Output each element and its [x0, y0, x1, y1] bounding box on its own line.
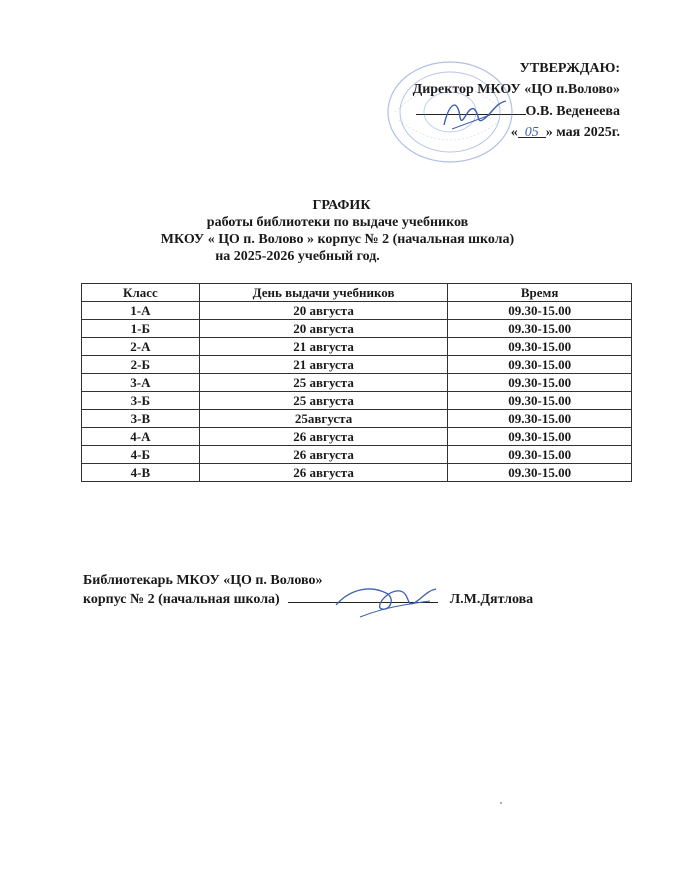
document-title [0, 197, 675, 265]
cell-day: 26 августа [199, 446, 448, 464]
table-row [82, 464, 632, 482]
table-row [82, 374, 632, 392]
director-signature-icon [440, 95, 510, 135]
cell-day: 25 августа [199, 392, 448, 410]
librarian-name: Л.М.Дятлова [449, 592, 534, 607]
title-line-4: на 2025-2026 учебный год. [215, 249, 380, 264]
footer-line-2: корпус № 2 (начальная школа) [83, 592, 280, 607]
cell-day: 20 августа [199, 320, 448, 338]
cell-class: 3-В [82, 410, 200, 428]
cell-class: 4-Б [82, 446, 200, 464]
table-row [82, 392, 632, 410]
cell-day: 21 августа [199, 356, 448, 374]
cell-time: 09.30-15.00 [448, 338, 632, 356]
cell-day: 20 августа [199, 302, 448, 320]
cell-class: 4-А [82, 428, 200, 446]
librarian-signature-icon [330, 575, 440, 625]
cell-class: 3-А [82, 374, 200, 392]
cell-day: 25августа [199, 410, 448, 428]
cell-class: 1-А [82, 302, 200, 320]
approval-date-open: « [510, 125, 518, 140]
table-row [82, 410, 632, 428]
cell-day: 26 августа [199, 428, 448, 446]
header-class: Класс [82, 284, 200, 302]
cell-time: 09.30-15.00 [448, 320, 632, 338]
cell-class: 3-Б [82, 392, 200, 410]
speck [500, 802, 502, 804]
cell-time: 09.30-15.00 [448, 302, 632, 320]
cell-time: 09.30-15.00 [448, 392, 632, 410]
cell-time: 09.30-15.00 [448, 374, 632, 392]
table-row [82, 320, 632, 338]
approval-date-rest: » мая 2025г. [545, 125, 620, 140]
header-time: Время [448, 284, 632, 302]
header-day: День выдачи учебников [199, 284, 448, 302]
table-row [82, 428, 632, 446]
cell-class: 2-А [82, 338, 200, 356]
cell-time: 09.30-15.00 [448, 446, 632, 464]
approval-heading: УТВЕРЖДАЮ: [519, 61, 620, 76]
schedule-table [81, 283, 632, 482]
table-row [82, 446, 632, 464]
approval-position: Директор МКОУ «ЦО п.Волово» [412, 82, 620, 97]
footer-line-1: Библиотекарь МКОУ «ЦО п. Волово» [83, 573, 323, 588]
table-row [82, 302, 632, 320]
table-row [82, 356, 632, 374]
approval-date-day: 05 [518, 122, 546, 138]
cell-day: 26 августа [199, 464, 448, 482]
cell-class: 1-Б [82, 320, 200, 338]
cell-time: 09.30-15.00 [448, 428, 632, 446]
table-header-row [82, 284, 632, 302]
cell-time: 09.30-15.00 [448, 410, 632, 428]
cell-class: 4-В [82, 464, 200, 482]
cell-day: 21 августа [199, 338, 448, 356]
cell-class: 2-Б [82, 356, 200, 374]
title-line-3: МКОУ « ЦО п. Волово » корпус № 2 (начальная школа) [160, 232, 515, 247]
approval-name: О.В. Веденеева [525, 104, 620, 119]
cell-day: 25 августа [199, 374, 448, 392]
table-row [82, 338, 632, 356]
cell-time: 09.30-15.00 [448, 356, 632, 374]
title-line-2: работы библиотеки по выдаче учебников [206, 215, 469, 230]
title-line-1: ГРАФИК [312, 198, 371, 213]
cell-time: 09.30-15.00 [448, 464, 632, 482]
